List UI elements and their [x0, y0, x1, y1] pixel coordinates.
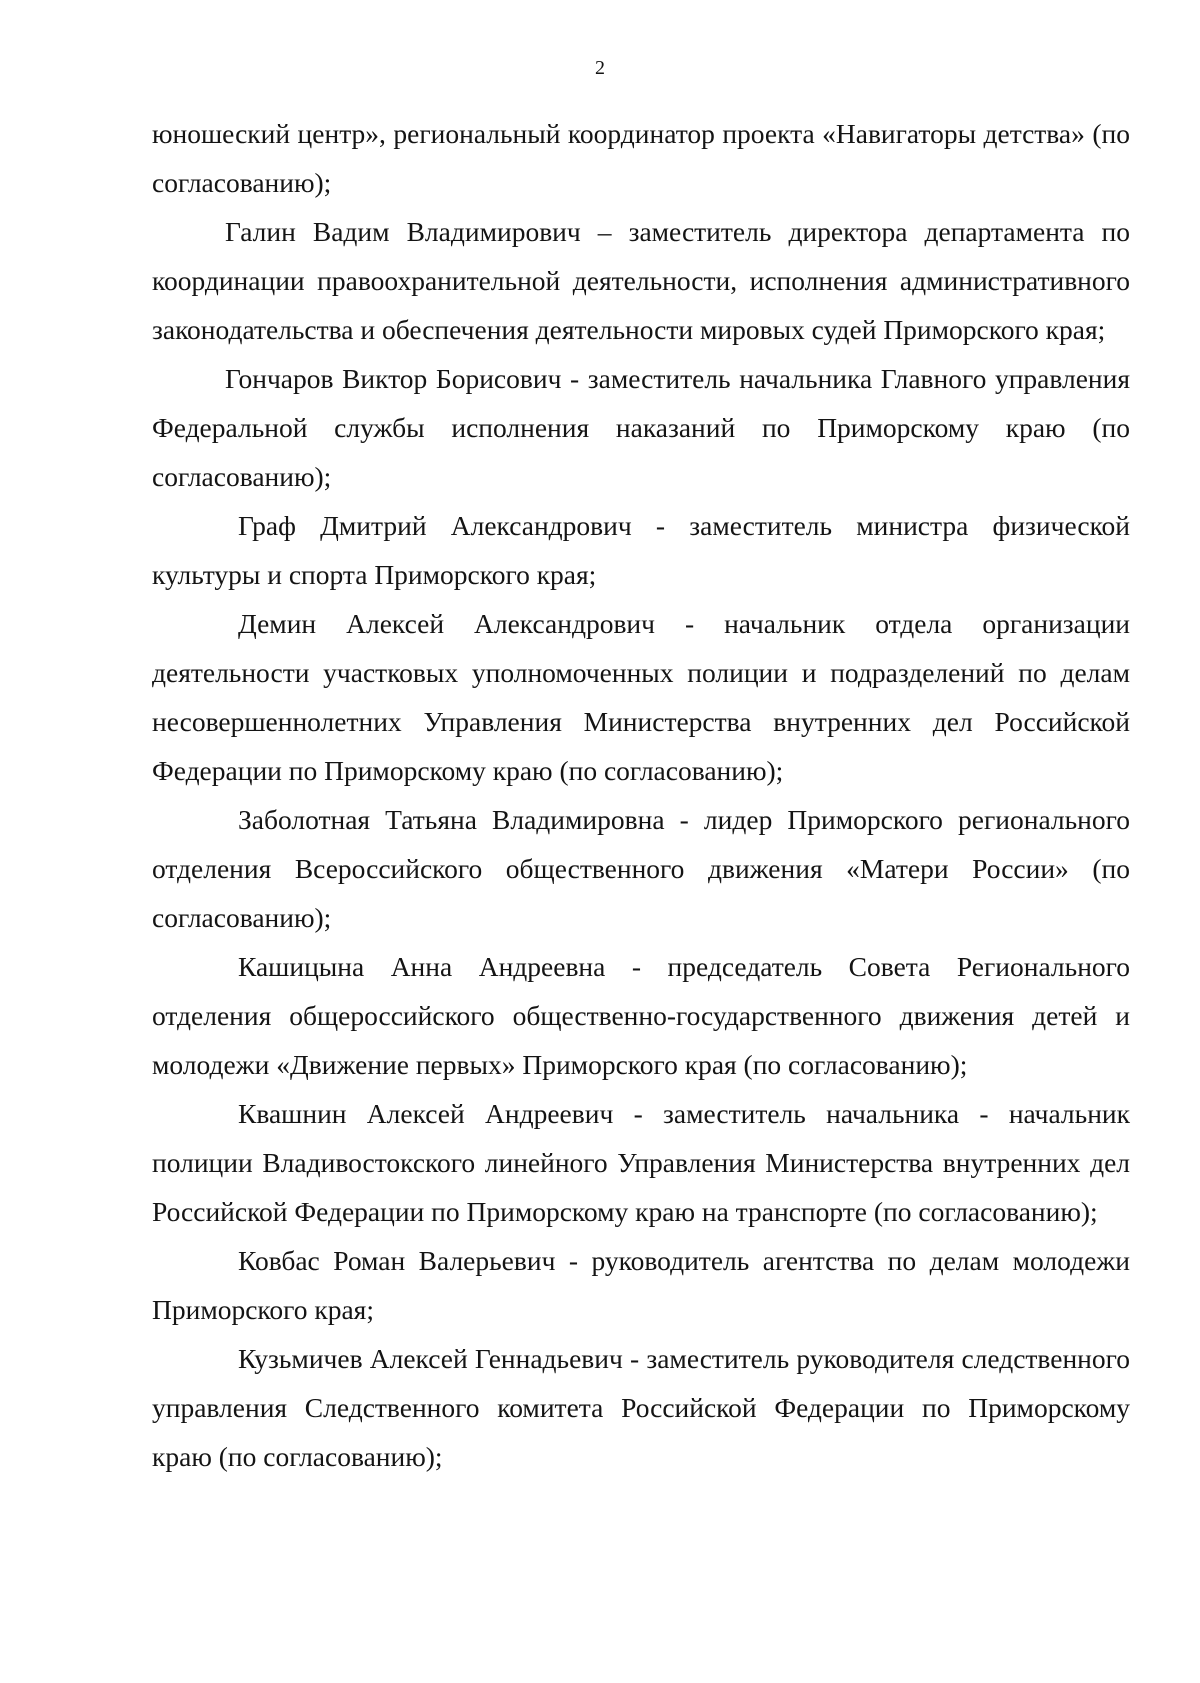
paragraph-kvashnin: Квашнин Алексей Андреевич - заместитель начальника - начальник полиции Владивостокского линейного Управления Министерства внутренних дел Российской Федерации по Приморскому краю на транспорте (по согласованию); — [152, 1098, 1130, 1227]
paragraph-kashitsyna: Кашицына Анна Андреевна - председатель Совета Регионального отделения общероссийского общественно-государственного движения детей и молодежи «Движение первых» Приморского края (по согласованию); — [152, 951, 1130, 1080]
paragraph-goncharov: Гончаров Виктор Борисович - заместитель начальника Главного управления Федеральной службы исполнения наказаний по Приморскому краю (по согласованию); — [152, 363, 1130, 492]
paragraph-kovbas: Ковбас Роман Валерьевич - руководитель агентства по делам молодежи Приморского края; — [152, 1245, 1130, 1325]
page-number: 2 — [595, 57, 605, 79]
paragraph-graf: Граф Дмитрий Александрович - заместитель министра физической культуры и спорта Приморского края; — [152, 510, 1130, 590]
paragraph-galin: Галин Вадим Владимирович – заместитель директора департамента по координации правоохранительной деятельности, исполнения административного законодательства и обеспечения деятельности мировых судей Приморского края; — [152, 216, 1130, 345]
paragraph-continuation: юношеский центр», региональный координатор проекта «Навигаторы детства» (по согласованию); — [152, 118, 1130, 198]
paragraph-zabolotnaya: Заболотная Татьяна Владимировна - лидер Приморского регионального отделения Всероссийского общественного движения «Матери России» (по согласованию); — [152, 804, 1130, 933]
document-body — [152, 109, 1130, 1481]
paragraph-demin: Демин Алексей Александрович - начальник отдела организации деятельности участковых уполномоченных полиции и подразделений по делам несовершеннолетних Управления Министерства внутренних дел Российской Федерации по Приморскому краю (по согласованию); — [152, 608, 1130, 786]
paragraph-kuzmichev: Кузьмичев Алексей Геннадьевич - заместитель руководителя следственного управления Следственного комитета Российской Федерации по Приморскому краю (по согласованию); — [152, 1343, 1130, 1472]
